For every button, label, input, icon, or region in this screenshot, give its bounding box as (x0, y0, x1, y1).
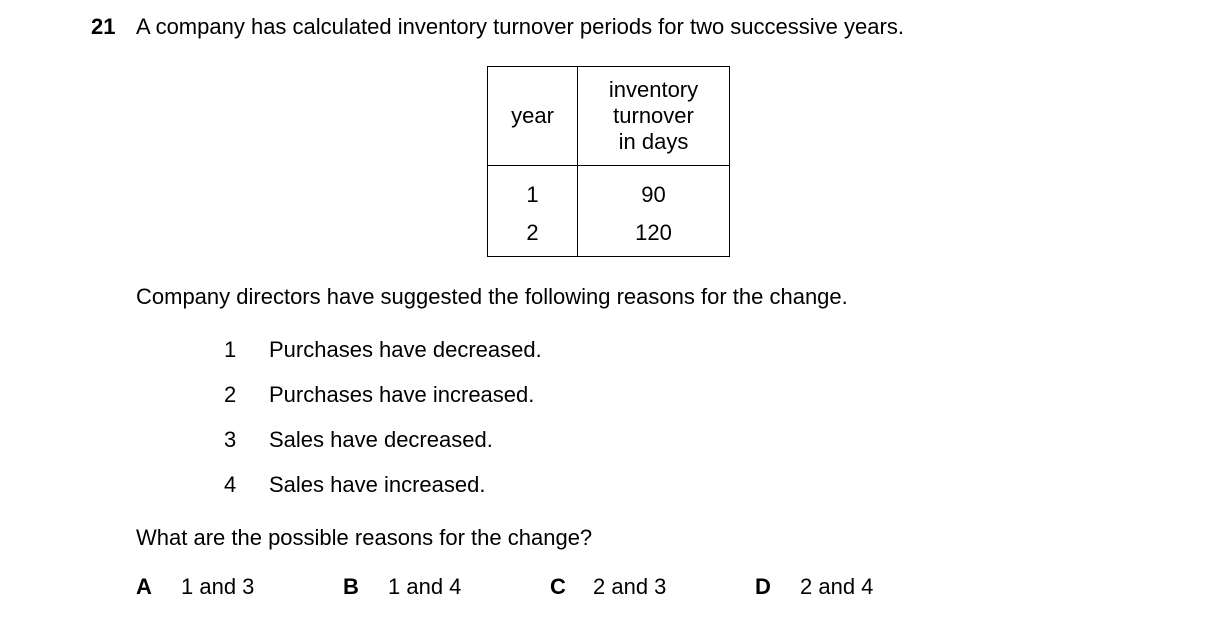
header-line-1: inventory (608, 77, 699, 102)
option-c-text[interactable]: 2 and 3 (593, 574, 667, 599)
question-number: 21 (91, 14, 116, 39)
inventory-table (487, 66, 730, 257)
reason-number: 3 (224, 427, 237, 452)
header-year: year (488, 67, 578, 166)
intro-text: Company directors have suggested the following reasons for the change. (136, 284, 848, 309)
reason-text: Purchases have decreased. (269, 337, 542, 362)
header-inventory-turnover (578, 67, 730, 166)
option-d-letter[interactable]: D (755, 574, 771, 599)
reason-number: 1 (224, 337, 237, 362)
question-prompt: What are the possible reasons for the change? (136, 525, 593, 550)
cell-year: 1 (488, 166, 578, 221)
table-header-row (488, 67, 730, 166)
header-line-2: turnover (613, 103, 694, 128)
reason-text: Sales have decreased. (269, 427, 493, 452)
cell-year: 2 (488, 220, 578, 257)
table-row (488, 166, 730, 221)
reason-text: Purchases have increased. (269, 382, 535, 407)
cell-days: 90 (578, 166, 730, 221)
option-a-text[interactable]: 1 and 3 (181, 574, 255, 599)
option-b-letter[interactable]: B (343, 574, 359, 599)
option-d-text[interactable]: 2 and 4 (800, 574, 874, 599)
table-row (488, 220, 730, 257)
header-line-3: in days (618, 129, 689, 154)
option-b-text[interactable]: 1 and 4 (388, 574, 462, 599)
question-stem: A company has calculated inventory turnover periods for two successive years. (136, 14, 904, 39)
reason-number: 4 (224, 472, 237, 497)
option-c-letter[interactable]: C (550, 574, 566, 599)
cell-days: 120 (578, 220, 730, 257)
reason-number: 2 (224, 382, 237, 407)
option-a-letter[interactable]: A (136, 574, 152, 599)
reason-text: Sales have increased. (269, 472, 486, 497)
